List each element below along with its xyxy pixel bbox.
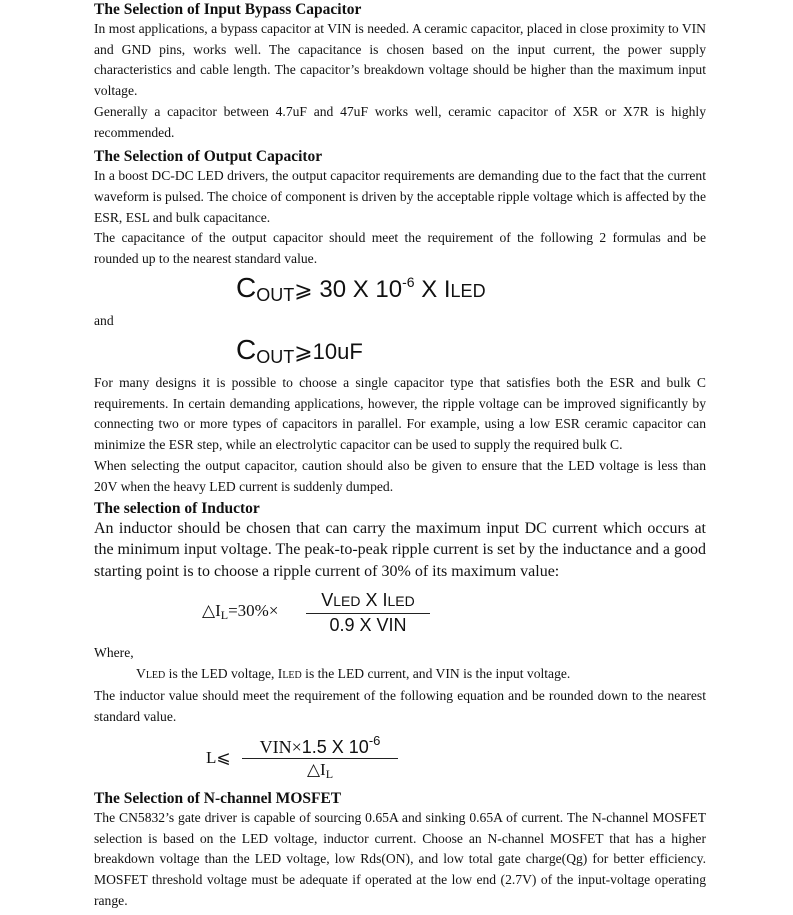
section-title-input-bypass: The Selection of Input Bypass Capacitor	[94, 1, 362, 18]
equation-cout-ripple: $C_{OUT}⩾$ 30 X $10^{-6}$ X ILED	[236, 272, 486, 305]
bypass-paragraph-2: Generally a capacitor between 4.7uF and 47uF works well, ceramic capacitor of X5R or X7R is highly recommended.	[94, 103, 706, 140]
output-paragraph-4: When selecting the output capacitor, caution should also be given to ensure that the LED voltage is less than 20V when the heavy LED current is suddenly dumped.	[94, 457, 706, 494]
section-title-output-capacitor: The Selection of Output Capacitor	[94, 148, 323, 166]
mosfet-paragraph-1: The CN5832’s gate driver is capable of sourcing 0.65A and sinking 0.65A of current. The N-channel MOSFET selection is based on the LED voltage, inductor current. Choose an N-channel MOSFET that has a higher breakdown voltage than the LED voltage, low Rds(ON), and low total gate charge(Qg) for better efficiency. MOSFET threshold voltage must be adequate if operated at the low end (2.7V) of the input-voltage operating range.	[94, 810, 706, 908]
fraction-inductor-value	[242, 733, 398, 781]
equation-cout-min: COUT⩾10uF	[236, 334, 363, 367]
inductor-paragraph-1: An inductor should be chosen that can carry the maximum input DC current which occurs at the minimum input voltage. The peak-to-peak ripple current is set by the inductance and a good starting point is to choose a ripple current of 30% of its maximum value:	[94, 520, 706, 580]
output-paragraph-1: In a boost DC-DC LED drivers, the output capacitor requirements are demanding due to the fact that the current waveform is pulsed. The choice of component is driven by the acceptable ripple voltage which is affected by the ESR, ESL and bulk capacitance.	[94, 168, 706, 225]
fraction-denominator: 0.9 X VIN	[329, 615, 407, 635]
equation-ripple-current: △IL=30%×	[202, 601, 279, 622]
and-text: and	[94, 313, 114, 328]
fraction-bar	[306, 613, 430, 614]
fraction-numerator: VIN×1.5 X $10^{-6}$	[259, 733, 381, 757]
output-paragraph-2: The capacitance of the output capacitor should meet the requirement of the following 2 formulas and be rounded up to the nearest standard value.	[94, 230, 706, 267]
where-label: Where,	[94, 645, 134, 660]
section-title-inductor: The selection of Inductor	[94, 500, 260, 518]
fraction-bar	[242, 758, 398, 759]
section-title-mosfet: The Selection of N-channel MOSFET	[94, 790, 342, 807]
fraction-denominator: △IL	[306, 760, 334, 781]
output-paragraph-3: For many designs it is possible to choose a single capacitor type that satisfies both the ESR and bulk C requirements. In certain demanding applications, however, the ripple voltage can be improved significantly by connecting two or more types of capacitors in parallel. For example, using a low ESR ceramic capacitor can minimize the ESR step, while an electrolytic capacitor can be used to supply the required bulk C.	[94, 375, 706, 453]
where-definition: VLED is the LED voltage, ILED is the LED current, and VIN is the input voltage.	[136, 665, 571, 681]
inductor-paragraph-2: The inductor value should meet the requirement of the following equation and be rounded down to the nearest standard value.	[94, 688, 706, 725]
fraction-numerator: VLED X ILED	[321, 590, 415, 610]
equation-inductor-value: L⩽	[206, 748, 231, 767]
bypass-paragraph-1: In most applications, a bypass capacitor at VIN is needed. A ceramic capacitor, placed in close proximity to VIN and GND pins, works well. The capacitance is chosen based on the input current, the power supply characteristics and cable length. The capacitor’s breakdown voltage should be higher than the maximum input voltage.	[94, 21, 706, 99]
fraction-ripple-current	[306, 590, 430, 636]
